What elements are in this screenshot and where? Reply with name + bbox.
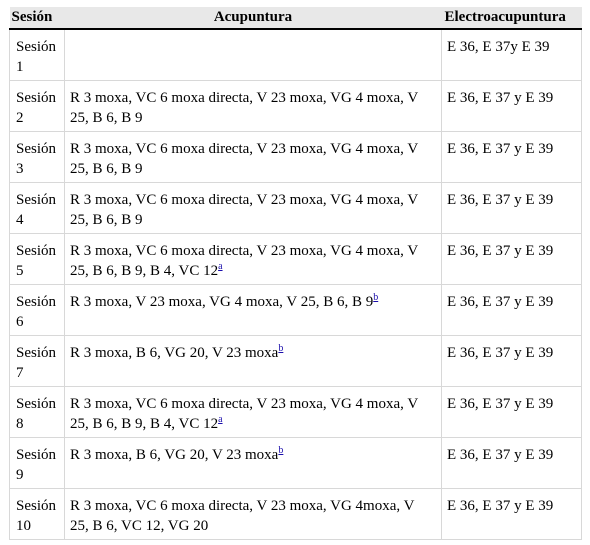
acupuncture-points: R 3 moxa, VC 6 moxa directa, V 23 moxa, VG 4 moxa, V 25, B 6, B 9, B 4, VC 12	[70, 242, 418, 279]
electroacupuncture-cell: E 36, E 37 y E 39	[442, 284, 582, 335]
table-row	[10, 335, 582, 386]
table-row	[10, 80, 582, 131]
table-body	[10, 29, 582, 539]
acupuncture-points: R 3 moxa, VC 6 moxa directa, V 23 moxa, VG 4 moxa, V 25, B 6, B 9	[70, 140, 418, 177]
table-row	[10, 182, 582, 233]
table-header	[10, 7, 582, 29]
acupuncture-points: R 3 moxa, B 6, VG 20, V 23 moxa	[70, 344, 279, 361]
footnote-link[interactable]: a	[218, 260, 223, 272]
treatment-table-container	[9, 7, 581, 540]
acupuncture-points: R 3 moxa, VC 6 moxa directa, V 23 moxa, VG 4 moxa, V 25, B 6, B 9	[70, 89, 418, 126]
header-session: Sesión	[10, 7, 65, 29]
acupuncture-cell	[65, 131, 442, 182]
electroacupuncture-cell: E 36, E 37 y E 39	[442, 182, 582, 233]
table-row	[10, 437, 582, 488]
treatment-table	[9, 7, 582, 540]
session-cell: Sesión 8	[10, 386, 65, 437]
session-cell: Sesión 7	[10, 335, 65, 386]
electroacupuncture-cell: E 36, E 37 y E 39	[442, 233, 582, 284]
table-row	[10, 488, 582, 539]
acupuncture-points: R 3 moxa, B 6, VG 20, V 23 moxa	[70, 446, 279, 463]
table-row	[10, 386, 582, 437]
acupuncture-cell	[65, 386, 442, 437]
header-row	[10, 7, 582, 29]
session-cell: Sesión 6	[10, 284, 65, 335]
header-electroacupuncture: Electroacupuntura	[442, 7, 582, 29]
electroacupuncture-cell: E 36, E 37 y E 39	[442, 386, 582, 437]
acupuncture-cell	[65, 437, 442, 488]
session-cell: Sesión 2	[10, 80, 65, 131]
session-cell: Sesión 4	[10, 182, 65, 233]
table-row	[10, 233, 582, 284]
session-cell: Sesión 5	[10, 233, 65, 284]
session-cell: Sesión 9	[10, 437, 65, 488]
header-acupuncture: Acupuntura	[65, 7, 442, 29]
electroacupuncture-cell: E 36, E 37 y E 39	[442, 437, 582, 488]
acupuncture-cell	[65, 80, 442, 131]
electroacupuncture-cell: E 36, E 37 y E 39	[442, 80, 582, 131]
footnote-link[interactable]: a	[218, 413, 223, 425]
table-row	[10, 284, 582, 335]
acupuncture-points: R 3 moxa, V 23 moxa, VG 4 moxa, V 25, B 6, B 9	[70, 293, 374, 310]
acupuncture-points: R 3 moxa, VC 6 moxa directa, V 23 moxa, VG 4 moxa, V 25, B 6, B 9, B 4, VC 12	[70, 395, 418, 432]
footnote-link[interactable]: b	[278, 342, 284, 354]
session-cell: Sesión 1	[10, 29, 65, 80]
electroacupuncture-cell: E 36, E 37 y E 39	[442, 335, 582, 386]
footnote-link[interactable]: b	[373, 291, 379, 303]
session-cell: Sesión 3	[10, 131, 65, 182]
acupuncture-cell	[65, 488, 442, 539]
table-row	[10, 29, 582, 80]
session-cell: Sesión 10	[10, 488, 65, 539]
acupuncture-cell	[65, 233, 442, 284]
acupuncture-points: R 3 moxa, VC 6 moxa directa, V 23 moxa, VG 4moxa, V 25, B 6, VC 12, VG 20	[70, 497, 415, 534]
electroacupuncture-cell: E 36, E 37 y E 39	[442, 131, 582, 182]
acupuncture-points: R 3 moxa, VC 6 moxa directa, V 23 moxa, VG 4 moxa, V 25, B 6, B 9	[70, 191, 418, 228]
electroacupuncture-cell: E 36, E 37 y E 39	[442, 488, 582, 539]
electroacupuncture-cell: E 36, E 37y E 39	[442, 29, 582, 80]
table-row	[10, 131, 582, 182]
acupuncture-cell	[65, 29, 442, 80]
acupuncture-cell	[65, 284, 442, 335]
footnote-link[interactable]: b	[278, 444, 284, 456]
acupuncture-cell	[65, 182, 442, 233]
acupuncture-cell	[65, 335, 442, 386]
